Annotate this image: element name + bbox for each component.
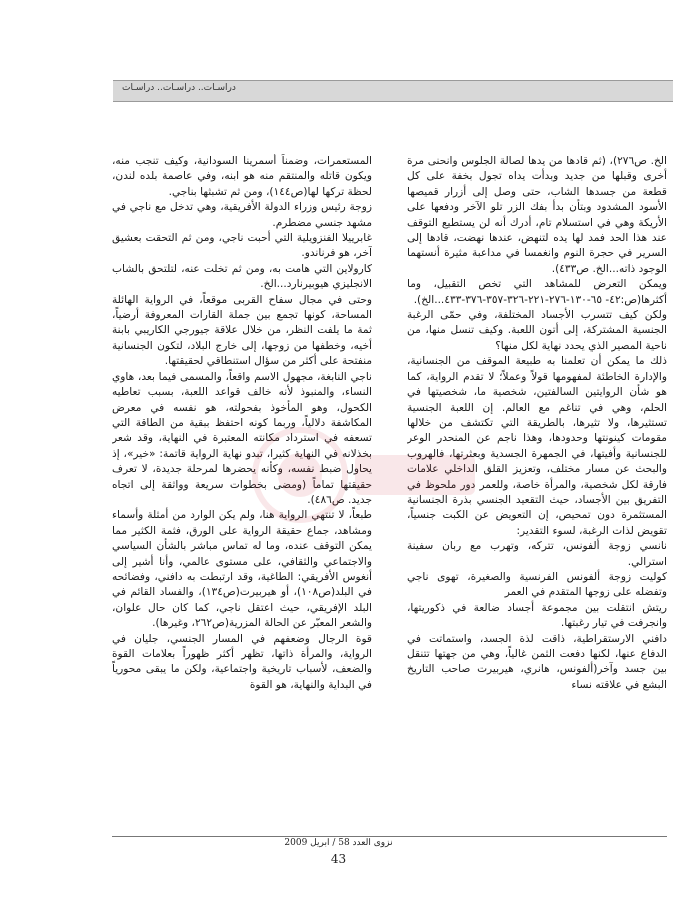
footer-divider <box>112 836 667 837</box>
paragraph: ناجي النابغة، مجهول الاسم واقعاً، والمسمى فيما بعد، هاوي النساء، والمنبوذ لأنه خالف قواعد اللعبة، بسبب تعاطيه الكحول، وهو المأخوذ بفحولته، هو نفسه في معرض المكاشفة دلالياً، وربما كونه احتفظ ببقية من الطاقة التي تسعفه في استرداد مكانته المعتبرة في النهاية، وقد شعر بخذلانه في النهاية كثيرا، تبدو نهاية الرواية قاتمة: «خير»، إذ يحاول ضبط نفسه، وكأنه يحضرها لمرحلة جديدة، لا تعرف حقيقتها تماماً (ومضى بخطوات سريعة وواثقة إلى اتجاه جديد. ص٤٨٦). <box>112 370 372 506</box>
paragraph: كوليت زوجة ألفونس الفرنسية والصغيرة، تهوى ناجي وتفضله على زوجها المتقدم في العمر <box>407 570 667 599</box>
paragraph: نانسي زوجة ألفونس، تتركه، وتهرب مع ربان سفينة استرالي. <box>407 540 667 568</box>
paragraph: المستعمرات، وضمناً أسمرينا السودانية، وكيف تنجب منه، ويكون قاتله والمنتقم منه هو ابنه، وفي عاصمة بلده لندن، لحظة تركها لها(ص١٤٤)، ومن ثم تشبثها بناجي. <box>112 155 372 198</box>
paragraph: طبعاً، لا تنتهي الرواية هنا، ولم يكن الوارد من أمثلة وأسماء ومشاهد، جماع حقيقة الرواية على الورق، فثمة الكثير مما يمكن التوقف عنده، وما له تماس مباشر بالشأن السياسي والاجتماعي والثقافي، على مستوى عالمي، وأنا أشير إلى أنغوس الأفريقي: الطاغية، وقد ارتبطت به دافني، وفضائحه في البلد(ص١٠٨)، أو هيربيرت(ص١٣٤)، والفساد القائم في البلد الإفريقي، حيث اعتقل ناجي، كما كان حال علوان، والشعر المعبّر عن الحالة المزرية(ص٢٦٢، وغيرها). <box>112 509 372 630</box>
paragraph: كارولاين التي هامت به، ومن ثم تخلت عنه، لتلتحق بالشاب الانجليزي هيوبيرنارد...الخ. <box>112 262 372 291</box>
paragraph: ويمكن التعرض للمشاهد التي تخص التقبيل، وما أكثرها(ص:٤٢- ٦٥-١٣٠-٢٧٦-٢٢١-٣٢٦-٣٥٧-٣٧٦-٤٣٣...الخ). <box>407 278 667 306</box>
paragraph: زوجة رئيس وزراء الدولة الأفريقية، وهي تدخل مع ناجي في مشهد جنسي مضطرم. <box>112 201 372 229</box>
paragraph: قوة الرجال وضعفهم في المسار الجنسي، جليان في الرواية، والمرأة ذاتها، تظهر أكثر ظهوراً بعلامات القوة والضعف، لأسباب تاريخية واجتماعية، ولكن ما يبقى محورياً في البداية والنهاية، هو القوة <box>112 632 372 691</box>
paragraph: وحتى في مجال سفاح القربى موقعاً، في الرواية الهائلة المساحة، كونها تجمع بين جملة القارات المعروفة أرضياً، ثمة ما يلفت النظر، من خلال علاقة جيورجي الكاريبي بابنة أخيه، وخطفها من زوجها، إلى خارج البلاد، لتكون الجنسانية منفتحة على أكثر من سؤال استنطاقي لحقيقتها. <box>112 293 372 368</box>
paragraph: ذلك ما يمكن أن تعلمنا به طبيعة الموقف من الجنسانية، والإدارة الخاطئة لمفهومها قولاً وعملاً؛ لا تقدم الرواية، كما هو شأن الروايتين السالفتين، شخصية ما، شخصيتها في الحلم، وهي في تناغم مع العالم. إن اللعبة الجنسية تستثيرها، ولا تثيرها، بالطريقة التي تكتشف من خلالها مقومات كينونتها وحدودها، وهذا ناجم عن المنحدر الوعر للجنسانية وأفيتها، في الجمهرة الجسدية وبعثرتها، فالهروب والبحث عن مسار مختلف، وتعزيز القلق الداخلي علامات فارقة لكل شخصية، والمرأة خاصة، وللعمر دور ملحوظ في التفريق بين الأجساد، حيث التقعيد الجنسي بذرة الجنسانية المستثمرة دون تمحيص، إن التعويض عن الكبت جنسياً، تقويض لذات الرغبة، لسوء التقدير: <box>407 355 667 537</box>
right-column <box>407 154 667 829</box>
paragraph: غابرييلا الفنزويلية التي أحبت ناجي، ومن ثم التحقت بعشيق آخر، هو فرناندو. <box>112 232 372 260</box>
footer-issue-label: نزوى العدد 58 / ابريل 2009 <box>284 838 393 848</box>
paragraph: الخ. ص٢٧٦)، (ثم قادها من يدها لصالة الجلوس وانحنى مرة أخرى وقبلها من جديد وبدأت يداه تجول بخفة على كل قطعة من جسدها الشاب، حتى وصل إلى أزرار قميصها الأسود المشدود وبتأن بدأ بفك الزر تلو الآخر ودفعها على الأريكة وهي في استسلام تام، أدرك أنه لن يستطيع التوقف عند هذا الحد فمد لها يده لتنهض، عندها نهضت، قادها إلى السرير في حجرة النوم وانغمسا في مداعبة مثيرة أنستهما الوجود ذاته...الخ. ص٤٣٣). <box>407 155 667 275</box>
section-header: دراسـات.. دراسـات.. دراسـات <box>122 83 236 93</box>
left-column <box>112 154 372 829</box>
paragraph: ريتش انتقلت بين مجموعة أجساد ضالعة في ذكوريتها، وانجرفت في تيار رغبتها. <box>407 601 667 630</box>
paragraph: دافني الارستقراطية، ذاقت لذة الجسد، واستماتت في الدفاع عنها، لكنها دفعت الثمن غالياً، وهي من جهتها تتنقل بين جسد وآخر(ألفونس، هانري، هيربيرت صاحب التاريخ البشع في علاقته نساء <box>407 632 667 691</box>
paragraph: ولكن كيف تتسرب الأجساد المختلفة، وفي حمّى الرغبة الجنسية المشتركة، إلى أتون اللعبة. وكيف تنسل منها، من ناحية المصير الذي يحدد نهاية لكل منها؟ <box>407 309 667 352</box>
page-number: 43 <box>330 852 347 866</box>
article-columns <box>112 154 667 829</box>
